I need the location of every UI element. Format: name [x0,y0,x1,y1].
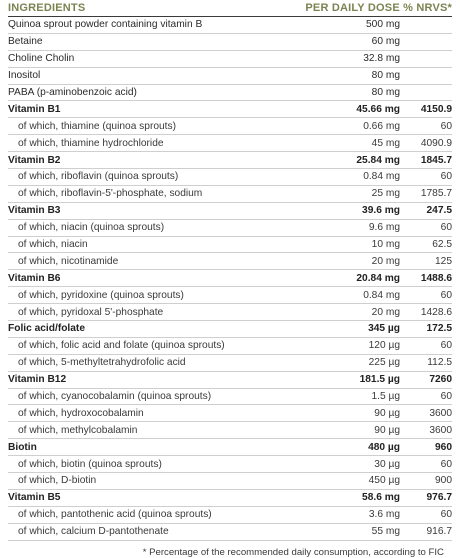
nutrient-group-row [8,439,452,456]
nrv-percent: 125 [400,253,452,270]
nrv-percent: 60 [400,388,452,405]
ingredient-name: of which, biotin (quinoa sprouts) [8,456,301,473]
ingredient-name: of which, methylcobalamin [8,422,301,439]
ingredient-row [8,67,452,84]
dose-value: 80 mg [301,84,400,101]
nrv-percent: 1488.6 [400,270,452,287]
nutrient-subrow [8,422,452,439]
ingredient-name: of which, riboflavin (quinoa sprouts) [8,169,301,186]
ingredient-name: of which, pantothenic acid (quinoa sprouts) [8,506,301,523]
ingredients-table-body [8,17,452,541]
ingredient-name: Betaine [8,33,301,50]
dose-value: 45.66 mg [301,101,400,118]
ingredient-name: of which, thiamine hydrochloride [8,135,301,152]
ingredient-name: Biotin [8,439,301,456]
ingredient-name: of which, folic acid and folate (quinoa sprouts) [8,337,301,354]
nrv-percent: 4150.9 [400,101,452,118]
dose-value: 225 µg [301,354,400,371]
nrv-percent [400,67,452,84]
nutrient-subrow [8,388,452,405]
nrv-percent: 247.5 [400,202,452,219]
nutrient-subrow [8,523,452,540]
nutrient-group-row [8,270,452,287]
nrv-percent: 60 [400,169,452,186]
nrv-percent: 916.7 [400,523,452,540]
ingredient-name: of which, pyridoxal 5'-phosphate [8,304,301,321]
dose-value: 120 µg [301,337,400,354]
ingredient-name: Vitamin B12 [8,371,301,388]
nrv-percent: 112.5 [400,354,452,371]
dose-value: 45 mg [301,135,400,152]
nutrient-subrow [8,169,452,186]
nrv-percent: 7260 [400,371,452,388]
nutrient-subrow [8,287,452,304]
ingredient-name: Vitamin B5 [8,489,301,506]
nrv-percent [400,17,452,34]
table-header-row [8,2,452,17]
nutrient-subrow [8,506,452,523]
nrv-percent: 1845.7 [400,152,452,169]
nutrient-subrow [8,253,452,270]
ingredient-name: Inositol [8,67,301,84]
nutrient-subrow [8,456,452,473]
dose-value: 25.84 mg [301,152,400,169]
ingredient-name: of which, D-biotin [8,473,301,490]
nrv-percent: 60 [400,219,452,236]
dose-value: 32.8 mg [301,50,400,67]
dose-value: 9.6 mg [301,219,400,236]
nutrient-subrow [8,236,452,253]
ingredient-name: of which, niacin (quinoa sprouts) [8,219,301,236]
dose-value: 80 mg [301,67,400,84]
ingredient-name: of which, cyanocobalamin (quinoa sprouts) [8,388,301,405]
nutrient-subrow [8,337,452,354]
ingredient-row [8,33,452,50]
nrv-percent: 3600 [400,405,452,422]
nrv-percent [400,84,452,101]
nrv-percent [400,33,452,50]
dose-value: 55 mg [301,523,400,540]
nrv-percent: 3600 [400,422,452,439]
nrv-percent: 1428.6 [400,304,452,321]
ingredient-name: of which, thiamine (quinoa sprouts) [8,118,301,135]
ingredient-name: Vitamin B6 [8,270,301,287]
nrv-percent: 960 [400,439,452,456]
dose-value: 58.6 mg [301,489,400,506]
dose-value: 0.66 mg [301,118,400,135]
nrv-percent: 60 [400,287,452,304]
dose-value: 345 µg [301,321,400,338]
ingredient-name: of which, 5-methyltetrahydrofolic acid [8,354,301,371]
dose-value: 20.84 mg [301,270,400,287]
nutrient-subrow [8,354,452,371]
ingredient-name: of which, calcium D-pantothenate [8,523,301,540]
ingredient-name: Vitamin B2 [8,152,301,169]
nutrient-subrow [8,185,452,202]
dose-value: 25 mg [301,185,400,202]
nrv-percent: 60 [400,118,452,135]
nrv-percent: 172.5 [400,321,452,338]
ingredient-name: of which, nicotinamide [8,253,301,270]
nutrient-group-row [8,101,452,118]
dose-value: 10 mg [301,236,400,253]
dose-value: 30 µg [301,456,400,473]
dose-value: 60 mg [301,33,400,50]
dose-value: 0.84 mg [301,287,400,304]
ingredient-name: PABA (p-aminobenzoic acid) [8,84,301,101]
nutrient-group-row [8,202,452,219]
footnote: * Percentage of the recommended daily consumption, according to FIC [142,546,444,558]
dose-value: 181.5 µg [301,371,400,388]
dose-value: 1.5 µg [301,388,400,405]
nrv-percent: 60 [400,456,452,473]
dose-value: 0.84 mg [301,169,400,186]
dose-value: 90 µg [301,405,400,422]
ingredient-row [8,84,452,101]
dose-value: 90 µg [301,422,400,439]
dose-value: 20 mg [301,253,400,270]
ingredients-table [8,2,452,541]
nrv-percent: 4090.9 [400,135,452,152]
dose-nrv-header: PER DAILY DOSE % NRVS* [305,2,453,14]
ingredient-name: of which, pyridoxine (quinoa sprouts) [8,287,301,304]
ingredient-name: of which, riboflavin-5'-phosphate, sodium [8,185,301,202]
nutrient-group-row [8,321,452,338]
nutrient-subrow [8,219,452,236]
dose-value: 3.6 mg [301,506,400,523]
nutrient-subrow [8,118,452,135]
ingredient-row [8,17,452,34]
nrv-percent: 60 [400,337,452,354]
ingredient-name: of which, hydroxocobalamin [8,405,301,422]
nutrient-group-row [8,152,452,169]
nrv-percent: 1785.7 [400,185,452,202]
ingredient-name: Folic acid/folate [8,321,301,338]
nrv-percent: 62.5 [400,236,452,253]
nrv-percent: 976.7 [400,489,452,506]
nutrient-group-row [8,371,452,388]
ingredient-name: Choline Cholin [8,50,301,67]
dose-value: 450 µg [301,473,400,490]
dose-value: 500 mg [301,17,400,34]
dose-value: 480 µg [301,439,400,456]
ingredient-name: Quinoa sprout powder containing vitamin B [8,17,301,34]
nutrient-subrow [8,135,452,152]
nutrient-subrow [8,473,452,490]
nrv-percent: 60 [400,506,452,523]
dose-value: 39.6 mg [301,202,400,219]
nrv-percent: 900 [400,473,452,490]
ingredients-header: INGREDIENTS [8,2,86,14]
ingredient-row [8,50,452,67]
ingredient-name: Vitamin B3 [8,202,301,219]
nutrient-group-row [8,489,452,506]
ingredient-name: Vitamin B1 [8,101,301,118]
dose-value: 20 mg [301,304,400,321]
nutrient-subrow [8,304,452,321]
nutrient-subrow [8,405,452,422]
ingredient-name: of which, niacin [8,236,301,253]
nrv-percent [400,50,452,67]
